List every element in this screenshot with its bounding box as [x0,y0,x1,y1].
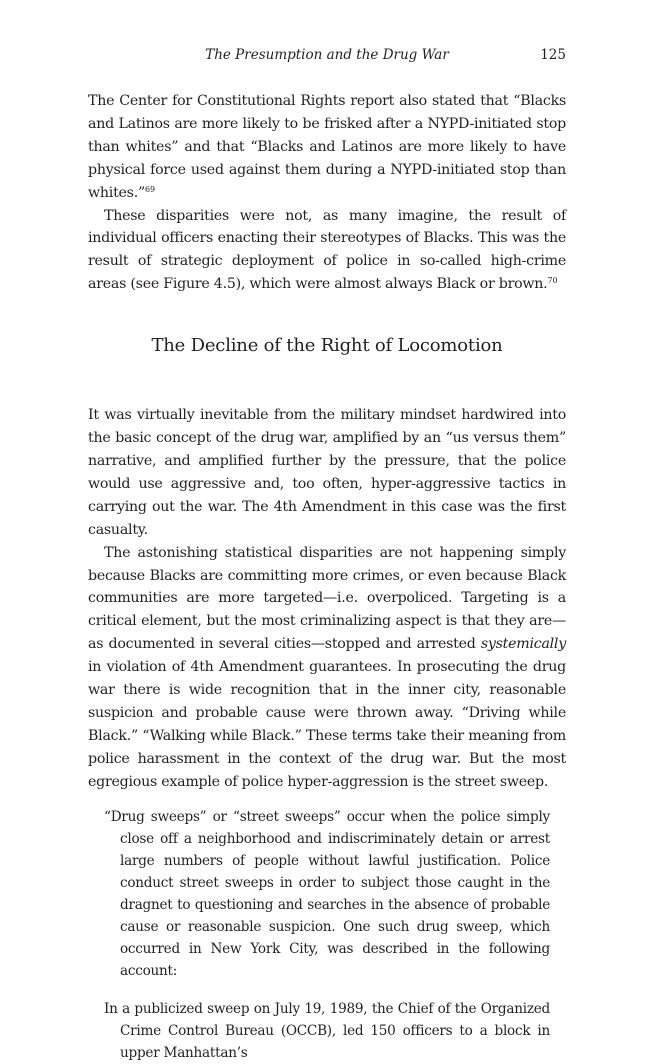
footnote-reference-70[interactable]: 70 [547,276,558,286]
paragraph-text-end: in violation of 4th Amendment guarantees. In prosecuting the drug war there is wide recognition that in the inner city, reasonable suspicion and probable cause were thrown away. “Driving while Black.” “Walking while Black.” These terms take their meaning from police harassment in the context of the drug war. But the most egregious example of police hyper-aggression is the street sweep. [88,659,566,790]
quote-paragraph-occb-sweep: In a publicized sweep on July 19, 1989, the Chief of the Organized Crime Control Bureau (OCCB), led 150 officers to a block in upper Manhattan’s [104,1000,550,1061]
section-heading: The Decline of the Right of Locomotion [151,335,503,357]
paragraph-statistical-disparities [88,542,566,794]
paragraph-text-start: The astonishing statistical disparities are not happening simply because Blacks are committing more crimes, or even because Black communities are more targeted—i.e. overpoliced. Targeting is a critical element, but the most criminalizing aspect is that they are—as documented in several cities—stopped and arrested [88,544,566,653]
footnote-reference-69[interactable]: 69 [144,184,156,194]
emphasized-word: systemically [480,636,566,653]
paragraph-text: These disparities were not, as many imagine, the result of individual officers enacting their stereotypes of Blacks. This was the result of strategic deployment of police in so-called high-crime areas (see Figure 4.5), which were almost always Black or brown. [88,207,566,293]
quote-paragraph-street-sweeps: “Drug sweeps” or “street sweeps” occur when the police simply close off a neighborhood and indiscriminately detain or arrest large numbers of people without lawful justification. Police conduct street sweeps in order to subject those caught in the dragnet to questioning and searches in the absence of probable cause or reasonable suspicion. One such drug sweep, which occurred in New York City, was described in the following account: [104,808,550,979]
page-body [88,90,566,1064]
paragraph-disparities [88,205,566,297]
paragraph-text: The Center for Constitutional Rights report also stated that “Blacks and Latinos are more likely to be frisked after a NYPD-initiated stop than whites” and that “Blacks and Latinos are more likely to have physical force used against them during a NYPD-initiated stop than whites.” [88,93,566,201]
block-quote [104,806,550,1064]
paragraph-military-mindset: It was virtually inevitable from the military mindset hardwired into the basic concept of the drug war, amplified by an “us versus them” narrative, and amplified further by the pressure, that the police would use aggressive and, too often, hyper-aggressive tactics in carrying out the war. The 4th Amendment in this case was the first casualty. [88,407,566,538]
paragraph-ccr-report [88,90,566,205]
page-number: 125 [540,47,566,63]
running-header [88,46,566,64]
running-title: The Presumption and the Drug War [205,47,449,63]
